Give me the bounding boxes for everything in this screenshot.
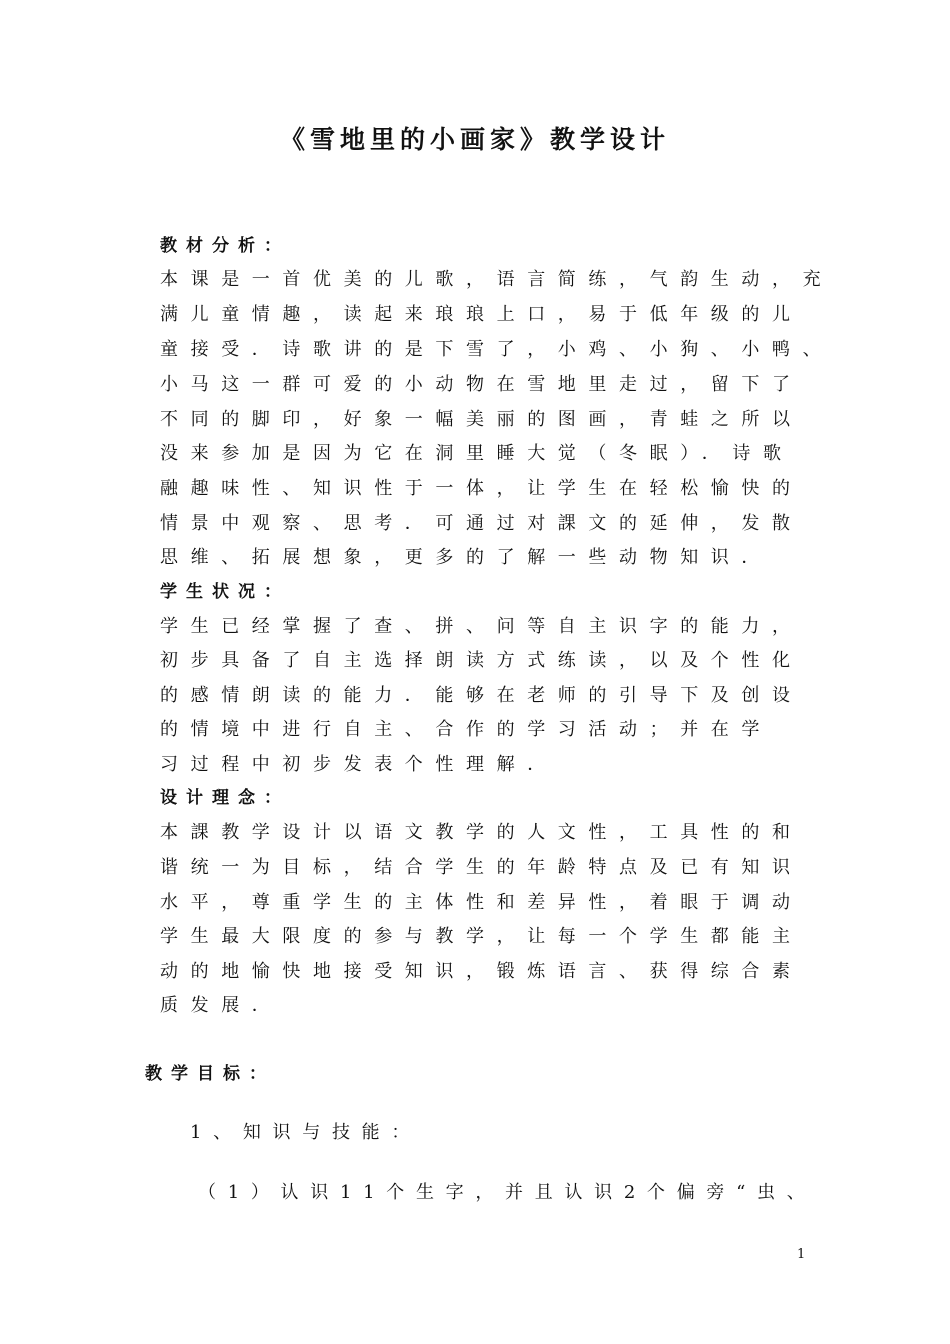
paragraph-line: 学生已经掌握了查、拼、问等自主识字的能力， <box>160 616 803 637</box>
paragraph-line: 满儿童情趣，读起来琅琅上口，易于低年级的儿 <box>160 304 803 325</box>
paragraph-line: 的感情朗读的能力．能够在老师的引导下及创设 <box>160 685 803 706</box>
paragraph-line: 不同的脚印，好象一幅美丽的图画，青蛙之所以 <box>160 409 803 430</box>
paragraph-line: 融趣味性、知识性于一体，让学生在轻松愉快的 <box>160 478 803 499</box>
paragraph-line: 质发展． <box>160 995 283 1016</box>
paragraph-line: 没来参加是因为它在洞里睡大觉（冬眠）．诗歌 <box>160 443 794 464</box>
section-heading-textbook-analysis: 教材分析： <box>160 236 290 256</box>
paragraph-line: 水平，尊重学生的主体性和差异性，着眼于调动 <box>160 892 803 913</box>
section-heading-design-concept: 设计理念： <box>160 788 290 808</box>
paragraph-line: 动的地愉快地接受知识，锻炼语言、获得综合素 <box>160 961 803 982</box>
page-title: 《雪地里的小画家》教学设计 <box>279 125 670 154</box>
page-number: 1 <box>797 1247 806 1262</box>
paragraph-line: 初步具备了自主选择朗读方式练读，以及个性化 <box>160 650 803 671</box>
paragraph-line: 情景中观察、思考．可通过对課文的延伸，发散 <box>160 513 803 534</box>
paragraph-line: 习过程中初步发表个性理解． <box>160 754 558 775</box>
paragraph-line: 谐统一为目标，结合学生的年龄特点及已有知识 <box>160 857 803 878</box>
paragraph-line: 学生最大限度的参与教学，让每一个学生都能主 <box>160 926 803 947</box>
paragraph-line: 本课是一首优美的儿歌，语言简练，气韵生动，充 <box>160 269 834 290</box>
section-heading-student-status: 学生状况： <box>160 582 290 602</box>
paragraph-line: 小马这一群可爱的小动物在雪地里走过，留下了 <box>160 374 803 395</box>
objective-subitem: （1）认识11个生字，并且认识2个偏旁“虫、 <box>198 1182 817 1203</box>
paragraph-line: 童接受．诗歌讲的是下雪了，小鸡、小狗、小鸭、 <box>160 339 834 360</box>
section-heading-teaching-objectives: 教学目标： <box>145 1064 275 1084</box>
paragraph-line: 思维、拓展想象，更多的了解一些动物知识． <box>160 547 772 568</box>
objective-item: 1、知识与技能： <box>190 1122 422 1143</box>
paragraph-line: 本課教学设计以语文教学的人文性，工具性的和 <box>160 822 803 843</box>
paragraph-line: 的情境中进行自主、合作的学习活动；并在学 <box>160 719 772 740</box>
